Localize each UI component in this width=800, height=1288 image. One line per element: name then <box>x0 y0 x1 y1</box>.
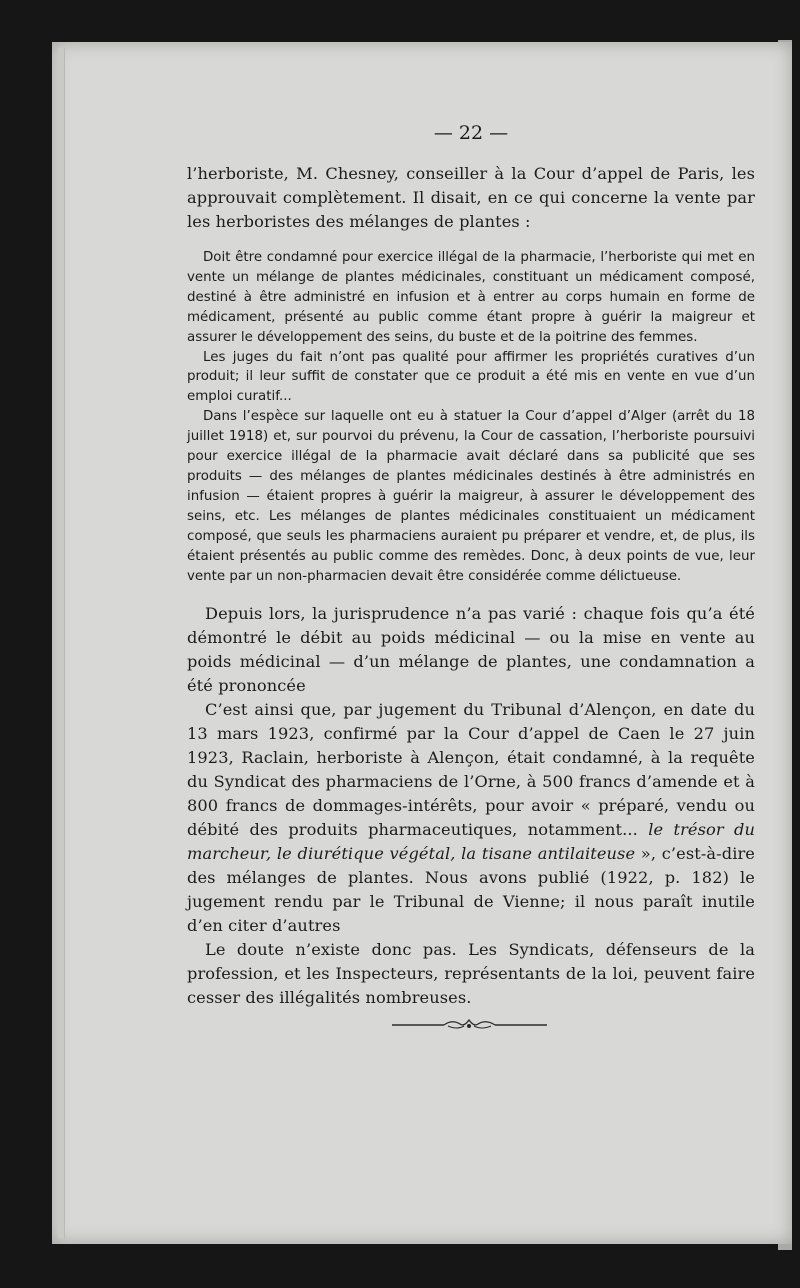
product-names-italic: le trésor du marcheur, le diurétique végétal, la tisane antilaiteuse <box>187 820 755 864</box>
intro-paragraph: l’herboriste, M. Chesney, conseiller à la Cour d’appel de Paris, les approuvait complètement. Il disait, en ce qui concerne la vente par les herboristes des mélanges de plantes : <box>187 164 755 231</box>
page-edge-left <box>58 48 65 1238</box>
quote-paragraph-1: Doit être condamné pour exercice illégal de la pharmacie, l’herboriste qui met en vente un mélange de plantes médicinales, constituant un médicament composé, destiné à être administré en infusion et à entrer au corps humain en forme de médicament, présenté au public comme étant propre à guérir la maigreur et assurer le développement des seins, du buste et de la poitrine des femmes. <box>187 250 755 345</box>
alencon-judgment-paragraph <box>187 698 755 938</box>
page-number: — 22 — <box>433 122 509 144</box>
quoted-judgment <box>187 248 755 586</box>
alencon-text-end: », c’est-à-dire des mélanges de plantes. Nous avons publié (1922, p. 182) le jugement rendu par le Tribunal de Vienne; il nous paraît inutile d’en citer d’autres <box>187 844 755 936</box>
quote-paragraph-3: Dans l’espèce sur laquelle ont eu à statuer la Cour d’appel d’Alger (arrêt du 18 juillet 1918) et, sur pourvoi du prévenu, la Cour de cassation, l’herboriste poursuivi pour exercice illégal de la pharmacie avait déclaré dans sa publicité que ses produits — des mélanges de plantes médicinales destinés à être administrés en infusion — étaient propres à guérir la maigreur, à assurer le développement des seins, etc. Les mélanges de plantes médicinales constituaient un médicament composé, que seuls les pharmaciens auraient pu préparer et vendre, et, de plus, ils étaient présentés au public comme des remèdes. Donc, à deux points de vue, leur vente par un non-pharmacien devait être considérée comme délictueuse. <box>187 409 755 584</box>
jurisprudence-paragraph: Depuis lors, la jurisprudence n’a pas varié : chaque fois qu’a été démontré le débit au poids médicinal — ou la mise en vente au poids médicinal — d’un mélange de plantes, une condamnation a été prononcée <box>187 604 755 696</box>
section-ornament <box>392 1016 547 1032</box>
conclusion-paragraph: Le doute n’existe donc pas. Les Syndicats, défenseurs de la profession, et les Inspecteurs, représentants de la loi, peuvent faire cesser des illégalités nombreuses. <box>187 940 755 1008</box>
quote-paragraph-2: Les juges du fait n’ont pas qualité pour affirmer les propriétés curatives d’un produit; il leur suffit de constater que ce produit a été mis en vente en vue d’un emploi curatif... <box>187 349 755 405</box>
page-text-column <box>187 122 755 1010</box>
alencon-text-start: C’est ainsi que, par jugement du Tribunal d’Alençon, en date du 13 mars 1923, confirmé par la Cour d’appel de Caen le 27 juin 1923, Raclain, herboriste à Alençon, était condamné, à la requête du Syndicat des pharmaciens de l’Orne, à 500 francs d’amende et à 800 francs de dommages-intérêts, pour avoir « préparé, vendu ou débité des produits pharmaceutiques, notamment... <box>187 700 755 840</box>
